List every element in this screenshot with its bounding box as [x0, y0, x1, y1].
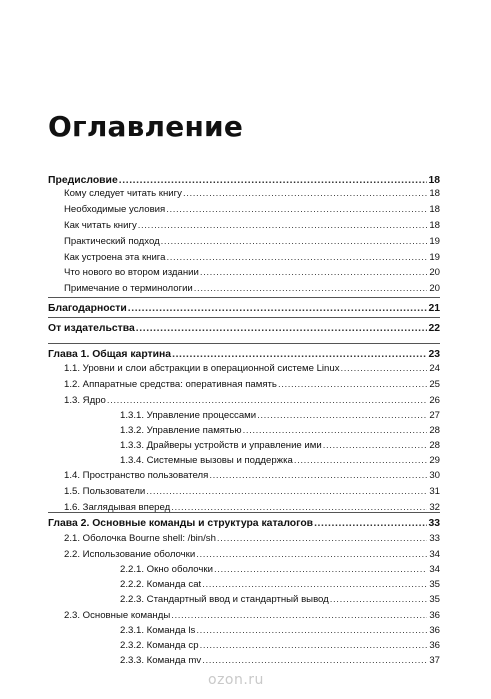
toc-entry-label: Как устроена эта книга — [64, 252, 166, 263]
toc-page-number: 35 — [429, 579, 440, 590]
toc-heading[interactable] — [48, 175, 440, 187]
toc-entry-label: Предисловие — [48, 175, 118, 186]
toc-entry-label: Кому следует читать книгу — [64, 188, 182, 199]
toc-entry-label: 1.5. Пользователи — [64, 486, 146, 497]
dot-leader — [171, 502, 427, 514]
toc-entry-label: 2.3. Основные команды — [64, 610, 171, 621]
toc-entry[interactable] — [48, 625, 440, 637]
dot-leader — [119, 175, 427, 187]
watermark: ozon.ru — [208, 672, 264, 688]
toc-entry-label: 1.3.1. Управление процессами — [120, 410, 257, 421]
dot-leader — [202, 655, 427, 667]
toc-page-number: 37 — [429, 655, 440, 666]
toc-entry-label: 2.2.3. Стандартный ввод и стандартный вывод — [120, 594, 329, 605]
toc-page-number: 27 — [429, 410, 440, 421]
toc-entry-label: 1.3. Ядро — [64, 395, 106, 406]
dot-leader — [200, 640, 427, 652]
toc-entry[interactable] — [48, 470, 440, 482]
toc-page-number: 30 — [429, 470, 440, 481]
toc-page-number: 18 — [429, 188, 440, 199]
toc-entry[interactable] — [48, 283, 440, 295]
toc-entry-label: 2.2. Использование оболочки — [64, 549, 196, 560]
toc-entry-label: 1.3.4. Системные вызовы и поддержка — [120, 455, 293, 466]
toc-page-number: 19 — [429, 252, 440, 263]
page-title: Оглавление — [48, 110, 244, 143]
toc-entry[interactable] — [48, 363, 440, 375]
toc-page-number: 24 — [429, 363, 440, 374]
toc-page-number: 33 — [428, 518, 440, 529]
toc-entry[interactable] — [48, 220, 440, 232]
dot-leader — [183, 188, 427, 200]
section-divider — [48, 297, 440, 298]
toc-page-number: 32 — [429, 502, 440, 513]
toc-entry[interactable] — [48, 564, 440, 576]
toc-page-number: 36 — [429, 610, 440, 621]
section-divider — [48, 343, 440, 344]
toc-entry[interactable] — [48, 425, 440, 437]
toc-entry[interactable] — [48, 188, 440, 200]
dot-leader — [330, 594, 427, 606]
dot-leader — [214, 564, 427, 576]
dot-leader — [136, 323, 427, 335]
dot-leader — [128, 303, 427, 315]
toc-entry-label: 1.3.3. Драйверы устройств и управление ими — [120, 440, 322, 451]
toc-entry[interactable] — [48, 267, 440, 279]
dot-leader — [323, 440, 427, 452]
dot-leader — [107, 395, 427, 407]
dot-leader — [314, 518, 427, 530]
toc-entry-label: Примечание о терминологии — [64, 283, 193, 294]
toc-entry[interactable] — [48, 640, 440, 652]
section-divider — [48, 317, 440, 318]
toc-page-number: 18 — [428, 175, 440, 186]
toc-page-number: 33 — [429, 533, 440, 544]
toc-page-number: 20 — [429, 267, 440, 278]
toc-page-number: 31 — [429, 486, 440, 497]
toc-entry[interactable] — [48, 455, 440, 467]
toc-entry-label: 1.4. Пространство пользователя — [64, 470, 209, 481]
toc-entry-label: От издательства — [48, 323, 135, 334]
dot-leader — [217, 533, 427, 545]
dot-leader — [161, 236, 427, 248]
toc-entry-label: 1.6. Заглядывая вперед — [64, 502, 171, 513]
dot-leader — [196, 549, 427, 561]
toc-page-number: 23 — [428, 349, 440, 360]
toc-page-number: 36 — [429, 640, 440, 651]
toc-entry-label: Глава 2. Основные команды и структура каталогов — [48, 518, 314, 529]
toc-page-number: 28 — [429, 440, 440, 451]
toc-entry-label: 2.3.3. Команда mv — [120, 655, 202, 666]
toc-heading[interactable] — [48, 349, 440, 361]
toc-entry[interactable] — [48, 410, 440, 422]
toc-entry[interactable] — [48, 204, 440, 216]
toc-entry-label: 2.2.2. Команда cat — [120, 579, 202, 590]
toc-page-number: 29 — [429, 455, 440, 466]
toc-entry-label: 1.2. Аппаратные средства: оперативная память — [64, 379, 277, 390]
dot-leader — [172, 349, 427, 361]
dot-leader — [171, 610, 427, 622]
toc-page-number: 18 — [429, 204, 440, 215]
dot-leader — [209, 470, 427, 482]
toc-page-number: 19 — [429, 236, 440, 247]
toc-page-number: 28 — [429, 425, 440, 436]
toc-entry-label: Практический подход — [64, 236, 160, 247]
toc-page-number: 26 — [429, 395, 440, 406]
dot-leader — [166, 204, 427, 216]
dot-leader — [202, 579, 427, 591]
toc-entry-label: 2.3.1. Команда ls — [120, 625, 196, 636]
toc-entry[interactable] — [48, 549, 440, 561]
toc-page-number: 35 — [429, 594, 440, 605]
toc-page-number: 36 — [429, 625, 440, 636]
dot-leader — [278, 379, 427, 391]
toc-entry[interactable] — [48, 252, 440, 264]
toc-heading[interactable] — [48, 518, 440, 530]
dot-leader — [146, 486, 427, 498]
toc-page-number: 34 — [429, 549, 440, 560]
toc-entry[interactable] — [48, 594, 440, 606]
toc-page-number: 25 — [429, 379, 440, 390]
toc-entry-label: Как читать книгу — [64, 220, 137, 231]
toc-entry-label: Необходимые условия — [64, 204, 166, 215]
toc-entry-label: Глава 1. Общая картина — [48, 349, 172, 360]
toc-page-number: 22 — [428, 323, 440, 334]
dot-leader — [166, 252, 427, 264]
toc-entry[interactable] — [48, 236, 440, 248]
dot-leader — [200, 267, 427, 279]
toc-entry[interactable] — [48, 533, 440, 545]
toc-entry[interactable] — [48, 486, 440, 498]
dot-leader — [196, 625, 427, 637]
toc-entry[interactable] — [48, 579, 440, 591]
toc-entry-label: 2.2.1. Окно оболочки — [120, 564, 213, 575]
toc-page-number: 18 — [429, 220, 440, 231]
dot-leader — [257, 410, 427, 422]
dot-leader — [138, 220, 427, 232]
toc-entry-label: 1.1. Уровни и слои абстракции в операционной системе Linux — [64, 363, 340, 374]
dot-leader — [341, 363, 427, 375]
toc-entry-label: 2.3.2. Команда cp — [120, 640, 199, 651]
toc-page-number: 21 — [428, 303, 440, 314]
toc-entry[interactable] — [48, 395, 440, 407]
toc-entry-label: Что нового во втором издании — [64, 267, 199, 278]
toc-heading[interactable] — [48, 323, 440, 335]
toc-entry[interactable] — [48, 610, 440, 622]
toc-heading[interactable] — [48, 303, 440, 315]
toc-entry-label: 2.1. Оболочка Bourne shell: /bin/sh — [64, 533, 216, 544]
toc-page-number: 20 — [429, 283, 440, 294]
toc-entry-label: Благодарности — [48, 303, 127, 314]
toc-entry[interactable] — [48, 502, 440, 514]
dot-leader — [243, 425, 427, 437]
toc-entry[interactable] — [48, 379, 440, 391]
toc-entry[interactable] — [48, 440, 440, 452]
dot-leader — [194, 283, 427, 295]
dot-leader — [294, 455, 427, 467]
toc-page-number: 34 — [429, 564, 440, 575]
toc-entry[interactable] — [48, 655, 440, 667]
toc-entry-label: 1.3.2. Управление памятью — [120, 425, 242, 436]
